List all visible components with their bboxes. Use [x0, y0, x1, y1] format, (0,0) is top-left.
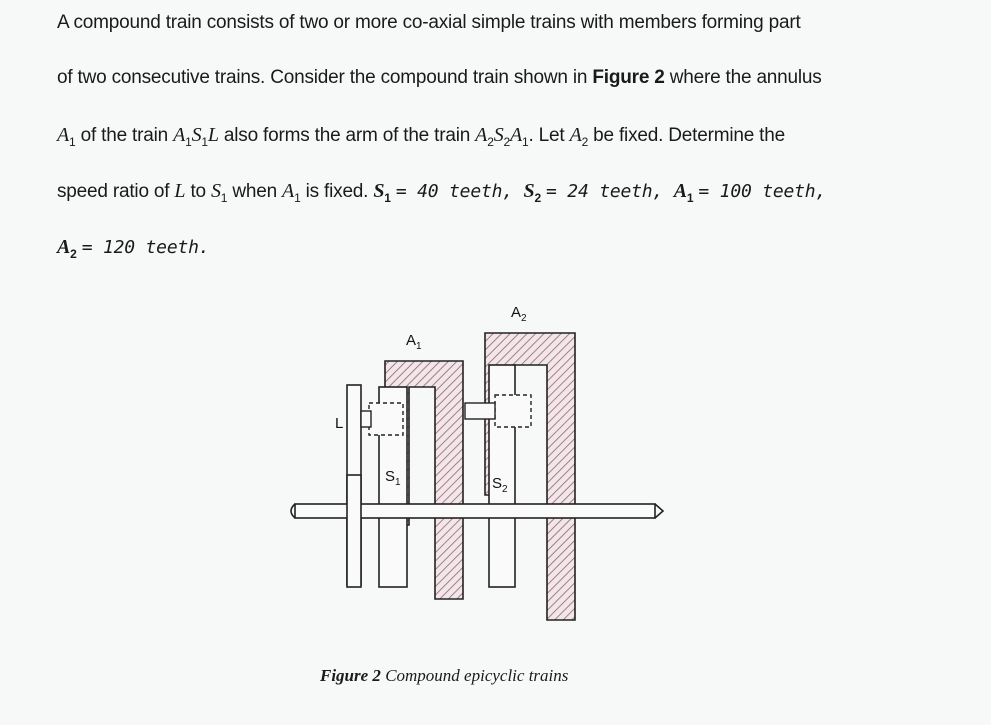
label-s2: $S_2$ — [492, 475, 508, 495]
sub-2: 2 — [503, 134, 510, 149]
sym-A: A — [173, 124, 186, 146]
sub-1: 1 — [201, 134, 208, 149]
line-4-part-c: when — [227, 181, 283, 202]
text-line-2 — [57, 67, 822, 89]
sym-L: L — [174, 180, 186, 202]
arm-l-lower — [347, 475, 361, 587]
line-3-part-c: . Let — [528, 125, 570, 146]
figure-reference: Figure 2 — [592, 67, 665, 88]
text-line-4 — [57, 180, 826, 205]
sym-A: A — [57, 236, 71, 258]
compound-train-diagram — [285, 295, 665, 635]
label-s1: $S_1$ — [385, 468, 401, 488]
sub-1: 1 — [220, 190, 228, 205]
line-3-part-b: also forms the arm of the train — [218, 125, 476, 146]
a2-teeth: = 120 teeth. — [81, 237, 210, 258]
sub-2: 2 — [534, 190, 541, 205]
line-2-part-a: of two consecutive trains. Consider the compound train shown in — [57, 67, 593, 88]
a1-teeth: = 100 teeth, — [698, 181, 827, 202]
sym-A: A — [509, 124, 523, 146]
shaft-end-right — [655, 504, 663, 518]
sym-S: S — [191, 124, 202, 146]
planet-2-pin — [465, 403, 495, 419]
line-2-part-c: where the annulus — [664, 67, 822, 88]
sub-1: 1 — [522, 134, 529, 149]
sub-1: 1 — [185, 134, 192, 149]
text-line-5 — [57, 236, 209, 261]
sym-S: S — [210, 180, 221, 202]
sym-A: A — [282, 180, 295, 202]
sym-S: S — [493, 124, 504, 146]
line-4-part-d: is fixed. — [300, 181, 374, 202]
planet-2 — [495, 395, 531, 427]
planet-1 — [369, 403, 403, 435]
sub-2: 2 — [581, 134, 589, 149]
sub-1: 1 — [69, 134, 76, 149]
line-3-part-d: be fixed. Determine the — [588, 125, 785, 146]
line-1-text: A compound train consists of two or more co-axial simple trains with members forming part — [57, 12, 801, 33]
line-4-part-b: to — [185, 181, 211, 202]
text-line-3 — [57, 124, 785, 149]
label-a1: $A_1$ — [406, 332, 422, 352]
problem-text — [0, 0, 991, 300]
text-line-1 — [57, 12, 801, 34]
sym-A: A — [673, 180, 687, 202]
sym-A: A — [569, 124, 582, 146]
sym-A: A — [475, 124, 488, 146]
caption-figure-number: Figure 2 — [320, 666, 381, 685]
sym-S: S — [523, 180, 535, 202]
sub-2: 2 — [487, 134, 494, 149]
s1-teeth: = 40 teeth, — [395, 181, 524, 202]
sym-L: L — [207, 124, 219, 146]
label-a2: $A_2$ — [511, 304, 527, 324]
sub-1: 1 — [294, 190, 301, 205]
sub-2: 2 — [70, 246, 77, 261]
figure-caption — [320, 666, 568, 686]
sub-1: 1 — [384, 190, 391, 205]
sub-1: 1 — [686, 190, 694, 205]
sym-A: A — [57, 124, 70, 146]
caption-title: Compound epicyclic trains — [380, 666, 569, 685]
sym-S: S — [373, 180, 385, 202]
label-l: L — [335, 415, 344, 432]
planet-1-pin — [361, 411, 371, 427]
line-4-part-a: speed ratio of — [57, 181, 175, 202]
s2-teeth: = 24 teeth, — [546, 181, 674, 202]
line-3-part-a: of the train — [80, 125, 174, 146]
